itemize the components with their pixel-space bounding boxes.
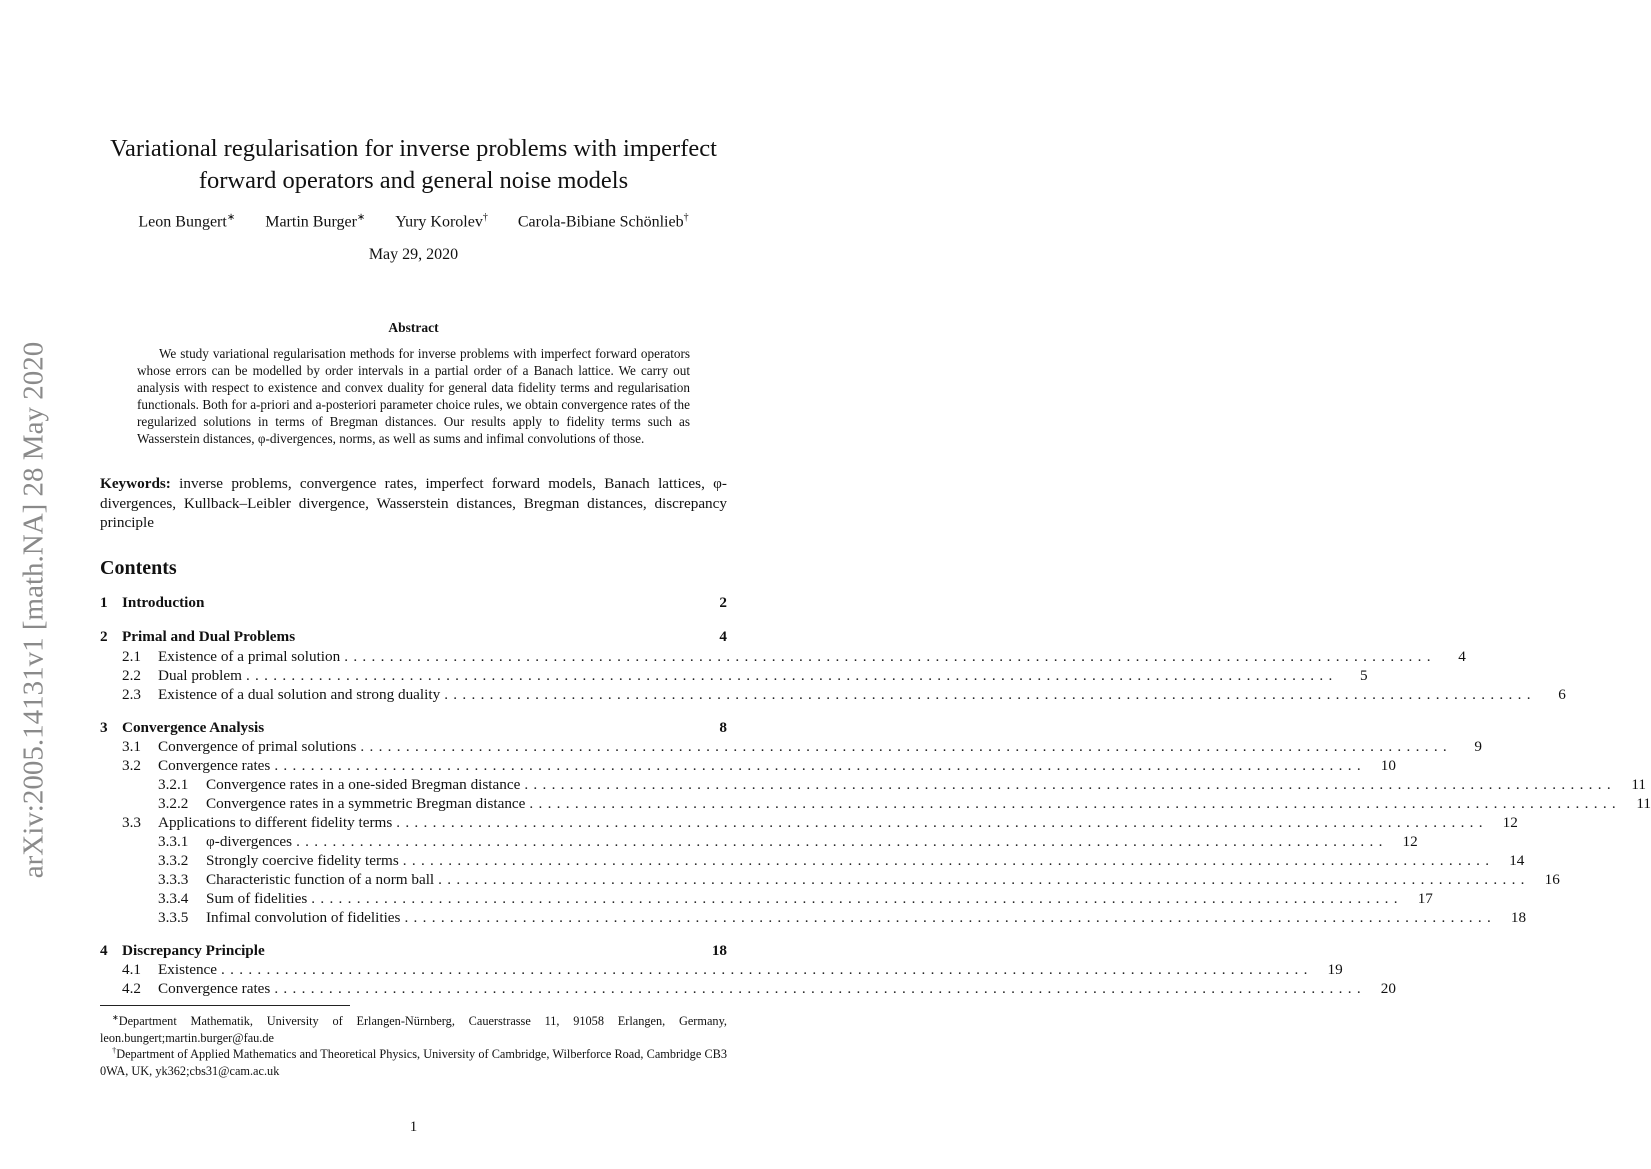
toc-title: Convergence Analysis <box>122 719 265 736</box>
toc-entry[interactable] <box>100 833 1418 852</box>
publication-date: May 29, 2020 <box>368 246 459 263</box>
toc-title: Characteristic function of a norm ball <box>206 871 435 888</box>
toc-title: Convergence of primal solutions <box>158 738 357 755</box>
toc-page: 4 <box>1458 648 1466 665</box>
toc-page: 17 <box>1417 890 1433 907</box>
contents-heading: Contents <box>100 557 177 579</box>
toc-entry[interactable] <box>100 795 1651 814</box>
toc-page: 8 <box>719 719 727 736</box>
toc-entry[interactable] <box>100 686 1566 705</box>
toc-leader: ........................................................................................................................ <box>404 909 1497 926</box>
arxiv-identifier-text: arXiv:2005.14131v1 [math.NA] 28 May 2020 <box>17 341 50 879</box>
abstract-text: We study variational regularisation methods for inverse problems with imperfect forward operators whose errors can be modelled by order intervals in a partial order of a Banach lattice. We carry out analysis with respect to existence and convex duality for general data fidelity terms and regularisation functionals. Both for a-priori and a-posteriori parameter choice rules, we obtain convergence rates of the regularized solutions in terms of Bregman distances. Our results apply to fidelity terms such as Wasserstein distances, φ-divergences, norms, as well as sums and infimal convolutions of those. <box>137 346 690 447</box>
author-list <box>0 212 827 231</box>
toc-number: 3.3.5 <box>158 909 189 926</box>
toc-section[interactable] <box>100 942 727 961</box>
toc-number: 1 <box>100 594 108 611</box>
author: Yury Korolev† <box>395 212 488 231</box>
keywords-text: inverse problems, convergence rates, imperfect forward models, Banach lattices, φ-divergences, Kullback–Leibler divergence, Wasserstein distances, Bregman distances, discrepancy principle <box>100 475 727 531</box>
toc-page: 12 <box>1502 814 1518 831</box>
toc-number: 3.3.3 <box>158 871 189 888</box>
toc-title: Existence of a primal solution <box>158 648 341 665</box>
toc-entry[interactable] <box>100 961 1343 980</box>
toc-title: Dual problem <box>158 667 242 684</box>
toc-entry[interactable] <box>100 871 1560 890</box>
toc-page: 14 <box>1509 852 1525 869</box>
arxiv-identifier <box>12 341 56 879</box>
toc-leader: ........................................................................................................................ <box>402 852 1495 869</box>
toc-page: 5 <box>1359 667 1368 684</box>
author: Martin Burger∗ <box>265 212 366 231</box>
toc-leader: ........................................................................................................................ <box>524 776 1616 793</box>
toc-entry[interactable] <box>100 909 1527 928</box>
toc-number: 2.3 <box>122 686 141 703</box>
toc-section[interactable] <box>100 719 727 738</box>
toc-page: 18 <box>711 942 727 959</box>
toc-leader: ........................................................................................................................ <box>529 795 1622 812</box>
toc-number: 3.3.4 <box>158 890 189 907</box>
toc-entry[interactable] <box>100 980 1396 999</box>
footnote: ∗Department Mathematik, University of Erlangen-Nürnberg, Cauerstrasse 11, 91058 Erlangen, Germany, leon.bungert;martin.burger@fau.de <box>100 1013 727 1045</box>
toc-number: 2.1 <box>122 648 141 665</box>
toc-title: Convergence rates in a symmetric Bregman distance <box>206 795 526 812</box>
title-line-2: forward operators and general noise models <box>198 167 629 194</box>
toc-page: 10 <box>1380 757 1396 774</box>
toc-entry[interactable] <box>100 852 1525 871</box>
toc-leader: ........................................................................................................................ <box>360 738 1453 755</box>
toc-title: Convergence rates in a one-sided Bregman distance <box>206 776 521 793</box>
toc-number: 3.2.1 <box>158 776 189 793</box>
toc-entry[interactable] <box>100 776 1646 795</box>
toc-page: 16 <box>1544 871 1560 888</box>
keywords <box>100 474 727 533</box>
toc-entry[interactable] <box>100 648 1466 667</box>
toc-title: Convergence rates <box>158 757 271 774</box>
toc-entry[interactable] <box>100 738 1483 757</box>
toc-page: 11 <box>1636 795 1651 812</box>
toc-page: 11 <box>1631 776 1646 793</box>
toc-leader: ........................................................................................................................ <box>221 961 1313 978</box>
toc-leader: ........................................................................................................................ <box>296 833 1388 850</box>
toc-title: Infimal convolution of fidelities <box>206 909 401 926</box>
toc-page: 20 <box>1380 980 1396 997</box>
toc-number: 2.2 <box>122 667 141 684</box>
author: Leon Bungert∗ <box>138 212 236 231</box>
toc-leader: ........................................................................................................................ <box>344 648 1436 665</box>
toc-section[interactable] <box>100 628 727 647</box>
author: Carola-Bibiane Schönlieb† <box>517 212 689 231</box>
footnote-rule <box>100 1005 350 1006</box>
toc-number: 3.3.1 <box>158 833 189 850</box>
toc-title: Convergence rates <box>158 980 271 997</box>
toc-number: 2 <box>100 628 108 645</box>
toc-entry[interactable] <box>100 667 1368 686</box>
toc-title: Primal and Dual Problems <box>122 628 296 645</box>
page-number: 1 <box>409 1119 418 1135</box>
toc-page: 6 <box>1558 686 1566 703</box>
toc-number: 3.2.2 <box>158 795 189 812</box>
toc-title: Applications to different fidelity terms <box>158 814 393 831</box>
toc-title: Existence of a dual solution and strong duality <box>158 686 441 703</box>
toc-page: 4 <box>719 628 727 645</box>
toc-title: Introduction <box>122 594 205 611</box>
toc-number: 4.1 <box>122 961 141 978</box>
toc-entry[interactable] <box>100 890 1433 909</box>
toc-number: 3.2 <box>122 757 141 774</box>
toc-page: 9 <box>1474 738 1483 755</box>
toc-leader: ........................................................................................................................ <box>274 757 1366 774</box>
toc-number: 4 <box>100 942 108 959</box>
title-line-1: Variational regularisation for inverse problems with imperfect <box>110 135 717 162</box>
toc-number: 4.2 <box>122 980 141 997</box>
toc-leader: ........................................................................................................................ <box>311 890 1403 907</box>
toc-number: 3.3 <box>122 814 141 831</box>
toc-leader: ........................................................................................................................ <box>396 814 1488 831</box>
toc-leader: ........................................................................................................................ <box>438 871 1530 888</box>
toc-number: 3.3.2 <box>158 852 189 869</box>
keywords-label: Keywords: <box>100 475 171 492</box>
toc-number: 3 <box>100 719 108 736</box>
abstract-heading: Abstract <box>388 320 439 335</box>
toc-page: 2 <box>719 594 727 611</box>
toc-page: 18 <box>1510 909 1527 926</box>
toc-title: Existence <box>158 961 218 978</box>
toc-number: 3.1 <box>122 738 141 755</box>
toc-leader: ........................................................................................................................ <box>245 667 1338 684</box>
toc-entry[interactable] <box>100 757 1396 776</box>
toc-title: Sum of fidelities <box>206 890 308 907</box>
toc-leader: ........................................................................................................................ <box>444 686 1536 703</box>
toc-title: Discrepancy Principle <box>122 942 265 959</box>
toc-page: 12 <box>1402 833 1418 850</box>
toc-section[interactable] <box>100 594 727 613</box>
toc-entry[interactable] <box>100 814 1518 833</box>
toc-title: Strongly coercive fidelity terms <box>206 852 399 869</box>
toc-page: 19 <box>1327 961 1343 978</box>
toc-title: φ-divergences <box>206 833 293 850</box>
footnote: †Department of Applied Mathematics and Theoretical Physics, University of Cambridge, Wilberforce Road, Cambridge CB3 0WA, UK, yk362;cbs31@cam.ac.uk <box>100 1046 728 1078</box>
toc-leader: ........................................................................................................................ <box>274 980 1366 997</box>
paper-title <box>0 133 827 197</box>
